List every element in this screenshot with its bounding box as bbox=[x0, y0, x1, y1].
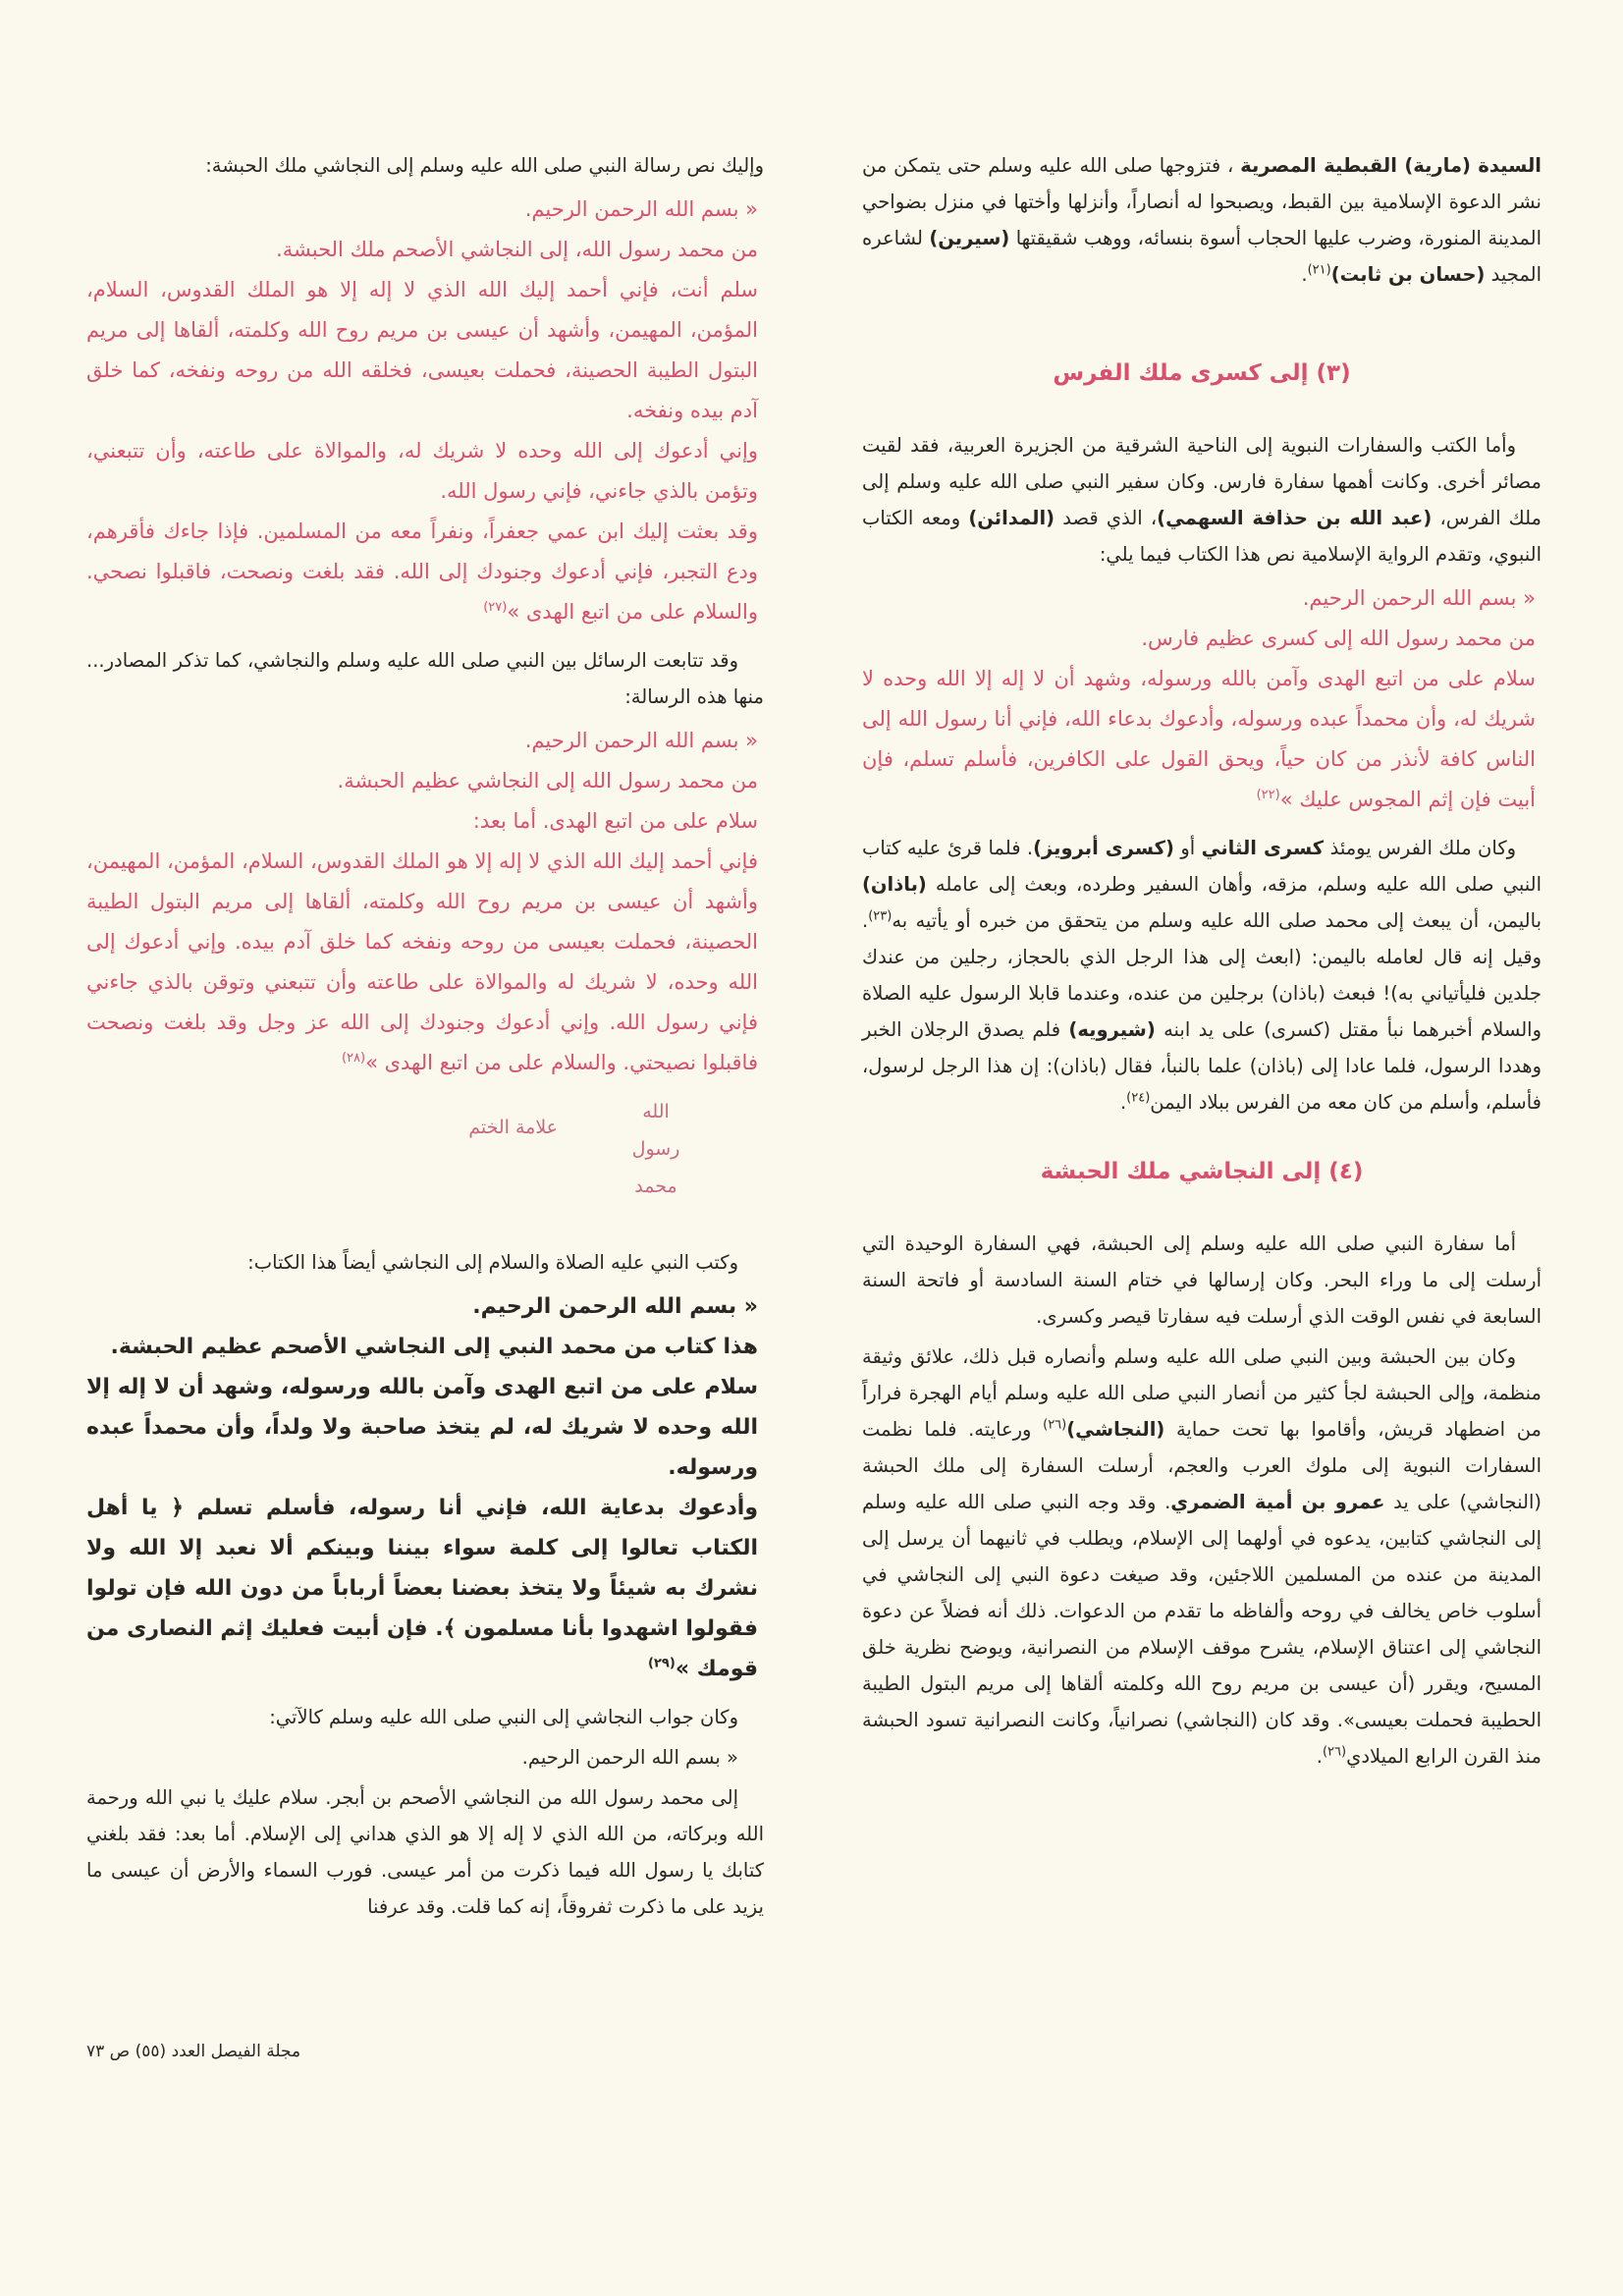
kisra-story-paragraph: وكان ملك الفرس يومئذ كسرى الثاني أو (كسرى أبرويز). فلما قرئ عليه كتاب النبي صلى الله عليه وسلم، مزقه، وأهان السفير وطرده، وبعث إلى عامله (باذان) باليمن، أن يبعث إلى محمد صلى الله عليه وسلم من يتحقق من خبره أو يأتيه به$^{(٢٣)}$. وقيل إنه قال لعامله باليمن: (ابعث إلى هذا الرجل الذي بالحجاز، رجلين من عندك جلدين فليأتياني به)! فبعث (باذان) برجلين من عنده، وعندما قابلا الرسول عليه الصلاة والسلام أخبرهما نبأ مقتل (كسرى) على يد ابنه (شيرويه) فلم يصدق الرجلان الخبر وهددا الرسول، فلما عادا إلى (باذان) علما بالنبأ، فقال (باذان): إن هذا الرجل لرسول، فأسلم، وأسلم من كان معه من الفرس ببلاد اليمن$^{(٢٤)}$. bbox=[862, 837, 1542, 1114]
footnote-ref: (٢٦) bbox=[1043, 1417, 1067, 1433]
najashi-letter-2: « بسم الله الرحمن الرحيم. من محمد رسول الله إلى النجاشي عظيم الحبشة. سلام على من اتبع الهدى. أما بعد: فإني أحمد إليك الله الذي لا إله إلا هو الملك القدوس، السلام، المؤمن، المهيمن، وأشهد أن عيسى بن مريم روح الله وكلمته، ألقاها إلى مريم البتول الطيبة الحصينة، فحملت بعيسى من روحه ونفخه كما خلق آدم بيده. وإني أدعوك إلى الله وحده، لا شريك له والموالاة على طاعته وأن تتبعني وتوقن بالذي جاءني فإني رسول الله. وإني أدعوك وجنودك إلى الله عز وجل وقد بلغت ونصحت فاقبلوا نصيحتي. والسلام على من اتبع الهدى »$^{(٢٨)}$ bbox=[86, 729, 758, 1074]
kisra-intro-paragraph: وأما الكتب والسفارات النبوية إلى الناحية الشرقية من الجزيرة العربية، فقد لقيت مصائر أخرى. وكانت أهمها سفارة فارس. وكان سفير النبي صلى الله عليه وسلم إلى ملك الفرس، (عبد الله بن حذافة السهمي)، الذي قصد (المدائن) ومعه الكتاب النبوي، وتقدم الرواية الإسلامية نص هذا الكتاب فيما يلي: bbox=[862, 434, 1542, 566]
letter2-intro: وقد تتابعت الرسائل بين النبي صلى الله عليه وسلم والنجاشي، كما تذكر المصادر... منها هذه الرسالة: bbox=[86, 649, 764, 708]
footnote-ref: (٢٣) bbox=[868, 908, 893, 924]
reply-basmala: « بسم الله الرحمن الرحيم. bbox=[521, 1746, 738, 1769]
footnote-ref: (٢٩) bbox=[648, 1656, 676, 1671]
najashi-letter-3: « بسم الله الرحمن الرحيم. هذا كتاب من محمد النبي إلى النجاشي الأصحم عظيم الحبشة. سلام على من اتبع الهدى وآمن بالله ورسوله، وشهد أن لا إله إلا الله وحده لا شريك له، لم يتخذ صاحبة ولا ولداً، وأن محمداً عبده ورسوله. وأدعوك بدعاية الله، فإني أنا رسوله، فأسلم تسلم ﴿ يا أهل الكتاب تعالوا إلى كلمة سواء بيننا وبينكم ألا نعبد إلا الله ولا نشرك به شيئاً ولا يتخذ بعضنا بعضاً أرباباً من دون الله فإن تولوا فقولوا اشهدوا بأنا مسلمون ﴾. فإن أبيت فعليك إثم النصارى من قومك »$^{(٢٩)}$ bbox=[86, 1294, 758, 1681]
section-heading-najashi: (٤) إلى النجاشي ملك الحبشة bbox=[1040, 1159, 1364, 1184]
kisra-letter: « بسم الله الرحمن الرحيم. من محمد رسول الله إلى كسرى عظيم فارس. سلام على من اتبع الهدى وآمن بالله ورسوله، وشهد أن لا إله إلا الله وحده لا شريك له، وأن محمداً عبده ورسوله، وأدعوك بدعاء الله، فإني أنا رسول الله إلى الناس كافة لأنذر من كان حياً، ويحق القول على الكافرين، فأسلم تسلم، فإن أبيت فإن إثم المجوس عليك »$^{(٢٢)}$ bbox=[862, 586, 1536, 811]
footnote-ref: (٢١) bbox=[1307, 262, 1331, 278]
footnote-ref: (٢٦) bbox=[1322, 1744, 1347, 1760]
reply-intro: وكان جواب النجاشي إلى النبي صلى الله عليه وسلم كالآتي: bbox=[269, 1706, 738, 1728]
intro-paragraph: السيدة (مارية) القبطية المصرية ، فتزوجها صلى الله عليه وسلم حتى يتمكن من نشر الدعوة الإسلامية بين القبط، ويصبحوا له أنصاراً، وأنزلها وأختها في منزل بضواحي المدينة المنورة، وضرب عليها الحجاب أسوة بنسائه، ووهب شقيقتها (سيرين) لشاعره المجيد (حسان بن ثابت)$^{(٢١)}$. bbox=[862, 154, 1542, 286]
najashi-intro-paragraph: أما سفارة النبي صلى الله عليه وسلم إلى الحبشة، فهي السفارة الوحيدة التي أرسلت إلى ما وراء البحر. وكان إرسالها في ختام السنة السادسة أو فاتحة السنة السابعة في نفس الوقت الذي أرسلت فيه سفارتا قيصر وكسرى. bbox=[862, 1232, 1542, 1328]
najashi-letter-1: « بسم الله الرحمن الرحيم. من محمد رسول الله، إلى النجاشي الأصحم ملك الحبشة. سلم أنت، فإني أحمد إليك الله الذي لا إله إلا هو الملك القدوس، السلام، المؤمن، المهيمن، وأشهد أن عيسى بن مريم روح الله وكلمته، ألقاها إلى مريم البتول الطيبة الحصينة، فحملت بعيسى، فخلقه الله من روحه ونفخه، كما خلق آدم بيده ونفخه. وإني أدعوك إلى الله وحده لا شريك له، والموالاة على طاعته، وأن تتبعني، وتؤمن بالذي جاءني، فإني رسول الله. وقد بعثت إليك ابن عمي جعفراً، ونفراً معه من المسلمين. فإذا جاءك فأقرهم، ودع التجبر، فإني أدعوك وجنودك إلى الله. فقد بلغت ونصحت، فاقبلوا نصحي. والسلام على من اتبع الهدى »$^{(٢٧)}$ bbox=[86, 197, 758, 624]
najashi-relations-paragraph: وكان بين الحبشة وبين النبي صلى الله عليه وسلم وأنصاره قبل ذلك، علائق وثيقة منظمة، وإلى الحبشة لجأ كثير من أنصار النبي صلى الله عليه وسلم أيام الهجرة فراراً من اضطهاد قريش، وأقاموا بها تحت حماية (النجاشي)$^{(٢٦)}$ ورعايته. فلما نظمت السفارات النبوية إلى ملوك العرب والعجم، أرسلت السفارة إلى ملك الحبشة (النجاشي) على يد عمرو بن أمية الضمري. وقد وجه النبي صلى الله عليه وسلم إلى النجاشي كتابين، يدعوه في أولهما إلى الإسلام، ويطلب في ثانيهما أن يرسل إلى المدينة من عنده من المسلمين اللاجئين، وقد صيغت دعوة النبي إلى النجاشي في أسلوب خاص يخالف في روحه وألفاظه ما تقدم من الدعوات. ذلك أنه فضلاً عن دعوة النجاشي إلى اعتناق الإسلام، يشرح موقف الإسلام من النصرانية، ويوضح نظرية خلق المسيح، ويقرر (أن عيسى بن مريم روح الله وكلمته ألقاها إلى مريم البتول الطيبة الحطيبة فحملت بعيسى». وقد كان (النجاشي) نصرانياً، وكانت النصرانية تسود الحبشة منذ القرن الرابع الميلادي$^{(٢٦)}$. bbox=[862, 1345, 1542, 1768]
seal-mark bbox=[86, 1093, 764, 1205]
left-column bbox=[86, 147, 764, 1929]
seal-label: علامة الختم bbox=[468, 1117, 558, 1138]
reply-text: إلى محمد رسول الله من النجاشي الأصحم بن أبجر. سلام عليك يا نبي الله ورحمة الله وبركاته، من الله الذي لا إله إلا هو الذي هداني إلى الإسلام. أما بعد: فقد بلغني كتابك يا رسول الله فيما ذكرت من أمر عيسى. فورب السماء والأرض أن عيسى ما يزيد على ما ذكرت ثفروقاً، إنه كما قلت. وقد عرفنا bbox=[86, 1786, 764, 1918]
letter1-intro: وإليك نص رسالة النبي صلى الله عليه وسلم إلى النجاشي ملك الحبشة: bbox=[205, 154, 764, 177]
letter3-intro: وكتب النبي عليه الصلاة والسلام إلى النجاشي أيضاً هذا الكتاب: bbox=[247, 1251, 738, 1274]
right-column bbox=[862, 147, 1542, 1778]
seal-text: الله رسول محمد bbox=[631, 1101, 680, 1197]
footnote-ref: (٢٤) bbox=[1126, 1090, 1151, 1106]
footnote-ref: (٢٨) bbox=[341, 1051, 366, 1066]
page-footer: مجلة الفيصل العدد (٥٥) ص ٧٣ bbox=[86, 2042, 301, 2061]
footnote-ref: (٢٧) bbox=[483, 600, 508, 615]
section-heading-kisra: (٣) إلى كسرى ملك الفرس bbox=[1053, 360, 1351, 386]
footnote-ref: (٢٢) bbox=[1256, 788, 1280, 802]
